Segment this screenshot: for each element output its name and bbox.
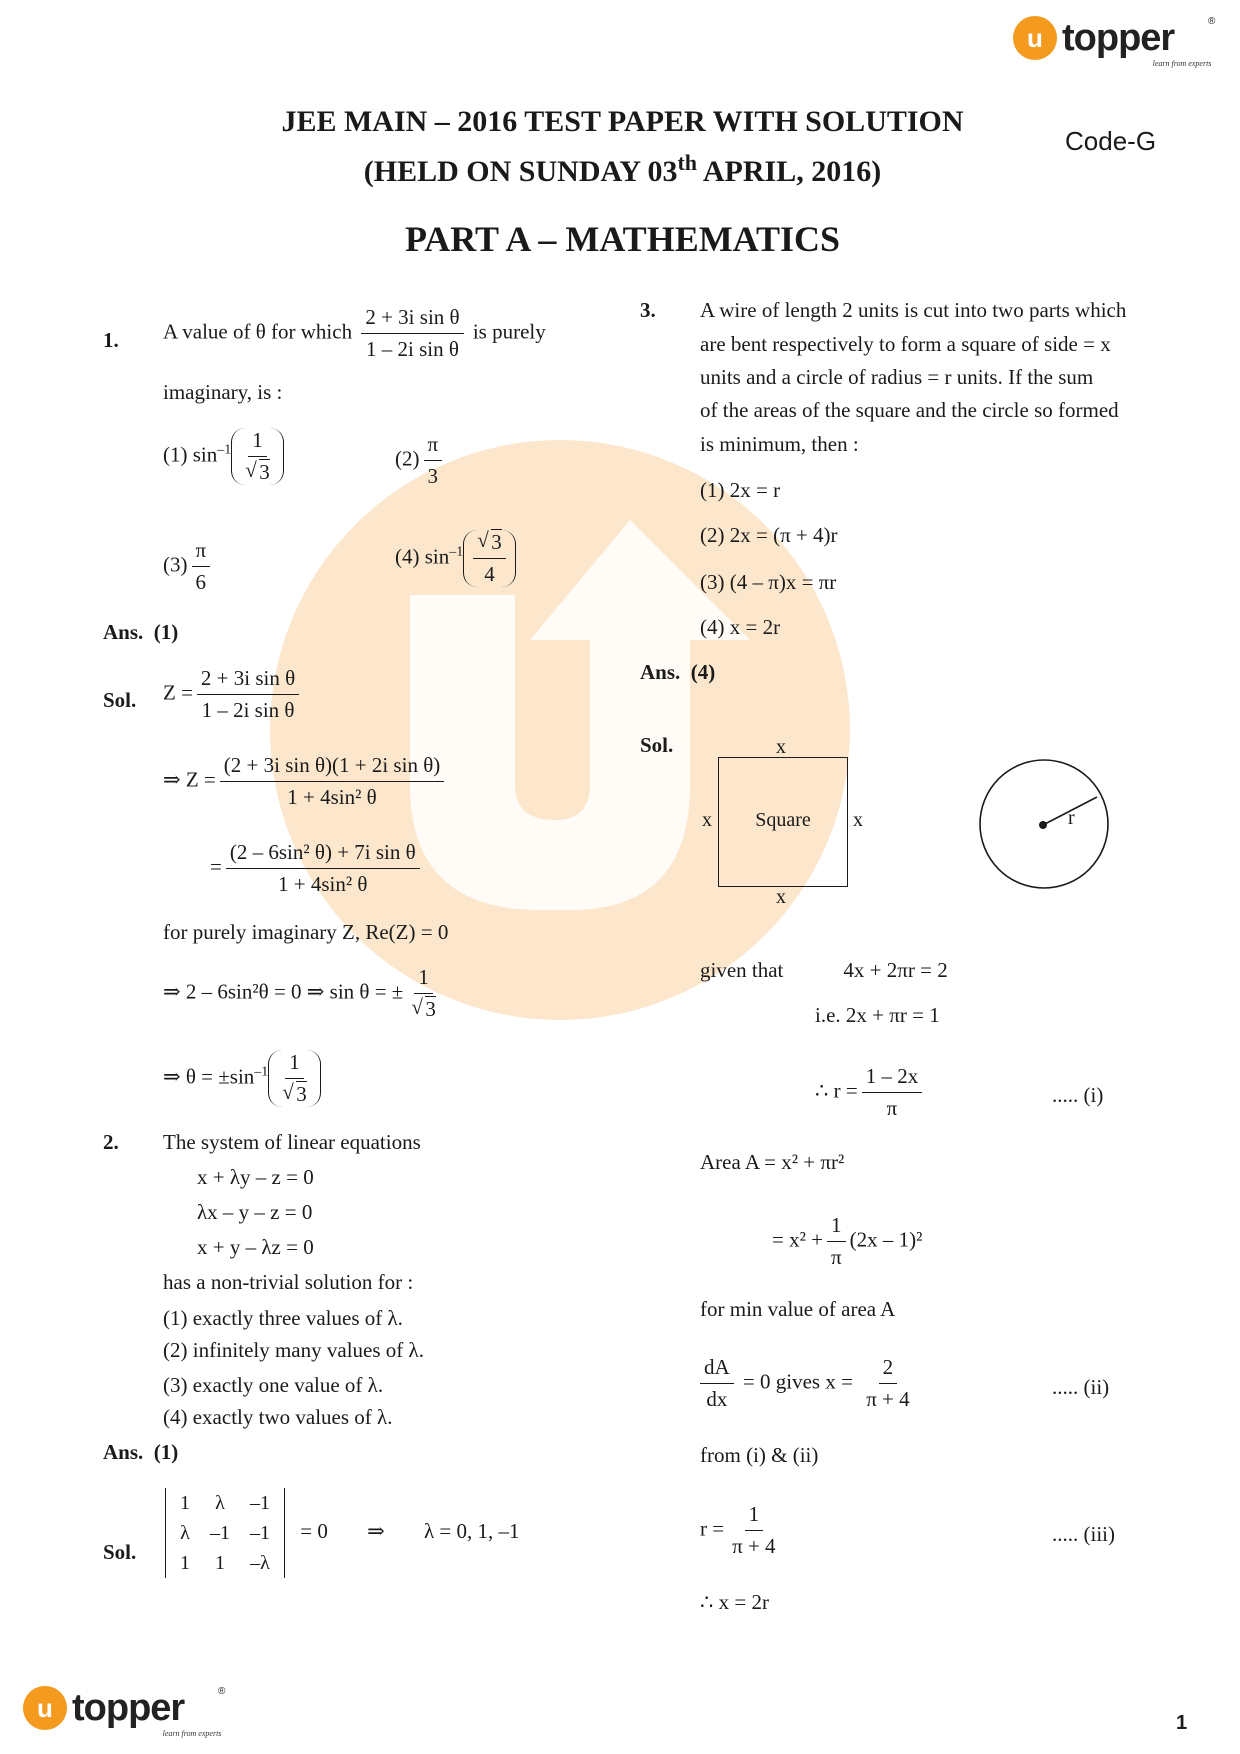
part-heading: PART A – MATHEMATICS: [404, 219, 841, 259]
svg-text:learn from experts: learn from experts: [162, 1729, 222, 1738]
q3-given: given that 4x + 2πr = 2: [700, 958, 948, 982]
q3-stem-line1: A wire of length 2 units is cut into two parts which: [700, 298, 1127, 322]
q3-from: from (i) & (ii): [700, 1443, 819, 1467]
q3-area: Area A = x² + πr²: [700, 1150, 845, 1174]
brand-logo-bottom: [20, 1680, 230, 1740]
q2-stem-line2: has a non-trivial solution for :: [163, 1270, 414, 1294]
q1-stem: A value of θ for which $\frac{\text{2 + 3i sin θ}}{\text{1 – 2i sin θ}}$ is purely: [163, 305, 546, 362]
paper-subtitle: (HELD ON SUNDAY 03th APRIL, 2016): [363, 150, 882, 188]
square-left-label: x: [702, 809, 712, 831]
q1-option-4: (4) $\sin^{-1}$ √ $\frac{3}{4}$: [395, 530, 516, 587]
q1-solution-step-5: ⇒ 2 – 6sin²θ = 0 ⇒ sin θ = ± 1 √ 3: [163, 965, 444, 1022]
svg-text:u: u: [37, 1693, 53, 1723]
square-top-label: x: [776, 736, 786, 758]
q3-final: ∴ x = 2r: [700, 1590, 769, 1614]
q1-stem-line2: imaginary, is :: [163, 380, 283, 404]
square-bottom-label: x: [776, 886, 786, 908]
q3-option-2: (2) 2x = (π + 4)r: [700, 523, 838, 547]
q1-number: 1.: [103, 328, 119, 352]
q3-ie: i.e. 2x + πr = 1: [815, 1003, 940, 1027]
q3-answer: Ans. (4): [640, 660, 716, 684]
q3-min-area: for min value of area A: [700, 1297, 896, 1321]
q3-stem-line5: is minimum, then :: [700, 432, 859, 456]
q3-tag-i: ..... (i): [1052, 1083, 1104, 1107]
square-right-label: x: [853, 809, 863, 831]
q3-derivative: $\frac{dA}{dx}$ = 0 gives x = $\frac{2}{\pi + 4}$: [700, 1355, 918, 1412]
q3-r-value: r = $\frac{1}{\pi + 4}$: [700, 1502, 776, 1559]
paper-title: JEE MAIN – 2016 TEST PAPER WITH SOLUTION: [281, 105, 964, 138]
q1-option-3: (3) $\frac{\pi}{6}$: [163, 538, 214, 595]
q2-option-3: (3) exactly one value of λ.: [163, 1373, 384, 1397]
q2-option-1: (1) exactly three values of λ.: [163, 1306, 403, 1330]
brand-logo-top: [1010, 10, 1220, 70]
svg-text:topper: topper: [1062, 17, 1175, 59]
paper-code: Code-G: [1065, 126, 1157, 156]
page-number: 1: [1176, 1712, 1188, 1734]
q2-stem: The system of linear equations: [163, 1130, 421, 1154]
q3-stem-line3: units and a circle of radius = r units. If the sum: [700, 365, 1094, 389]
svg-text:®: ®: [1208, 16, 1216, 27]
q2-solution-label: Sol.: [103, 1540, 137, 1564]
determinant-matrix: 1 λ –1 λ –1 –1 1 1 –λ: [165, 1488, 285, 1578]
q2-equation-1: x + λy – z = 0: [197, 1165, 314, 1189]
q2-number: 2.: [103, 1130, 119, 1154]
q1-solution-step-4: for purely imaginary Z, Re(Z) = 0: [163, 920, 449, 944]
q3-tag-ii: ..... (ii): [1052, 1375, 1110, 1399]
q3-tag-iii: ..... (iii): [1052, 1522, 1115, 1546]
q1-solution-step-6: ⇒ $\theta = \pm\sin^{-1}$ 1 √ 3: [163, 1050, 321, 1107]
svg-text:learn from experts: learn from experts: [1152, 59, 1212, 68]
q2-option-4: (4) exactly two values of λ.: [163, 1405, 393, 1429]
q1-option-2: (2) $\frac{\pi}{3}$: [395, 432, 446, 489]
q2-solution-determinant: 1 λ –1 λ –1 –1 1 1 –λ = 0 ⇒ λ = 0, 1, –1: [165, 1488, 519, 1578]
q2-option-2: (2) infinitely many values of λ.: [163, 1338, 424, 1362]
q1-answer: Ans. (1): [103, 620, 179, 644]
q2-answer: Ans. (1): [103, 1440, 179, 1464]
q2-equation-2: λx – y – z = 0: [197, 1200, 313, 1224]
q1-solution-step-3: = $\frac{\text{(2 – 6sin² θ) + 7i sin θ}}{\text{1 + 4sin² θ}}$: [210, 840, 424, 897]
q3-option-4: (4) x = 2r: [700, 615, 781, 639]
q2-equation-3: x + y – λz = 0: [197, 1235, 314, 1259]
q3-solution-label: Sol.: [640, 733, 674, 757]
q3-area-expanded: = x² + $\frac{1}{\pi}$ (2x – 1)²: [772, 1213, 923, 1270]
svg-text:®: ®: [218, 1686, 226, 1697]
svg-text:u: u: [1027, 23, 1043, 53]
q3-stem-line4: of the areas of the square and the circle so formed: [700, 398, 1119, 422]
q1-solution-label: Sol.: [103, 688, 137, 712]
q1-solution-step-1: Z = $\frac{\text{2 + 3i sin θ}}{\text{1 – 2i sin θ}}$: [163, 666, 303, 723]
q3-number: 3.: [640, 298, 656, 322]
q1-solution-step-2: ⇒ Z = $\frac{\text{(2 + 3i sin θ)(1 + 2i sin θ)}}{\text{1 + 4sin² θ}}$: [163, 753, 448, 810]
q1-option-1: (1) $\sin^{-1}$ 1 √ 3: [163, 428, 284, 485]
q3-r-expression: ∴ r = $\frac{1 - 2x}{\pi}$: [815, 1064, 926, 1121]
circle-figure: [977, 757, 1111, 891]
square-label: Square: [755, 809, 811, 831]
svg-text:topper: topper: [72, 1687, 185, 1729]
q3-stem-line2: are bent respectively to form a square of side = x: [700, 332, 1111, 356]
circle-radius-label: r: [1068, 807, 1075, 829]
q3-option-3: (3) (4 – π)x = πr: [700, 570, 837, 594]
q3-option-1: (1) 2x = r: [700, 478, 781, 502]
